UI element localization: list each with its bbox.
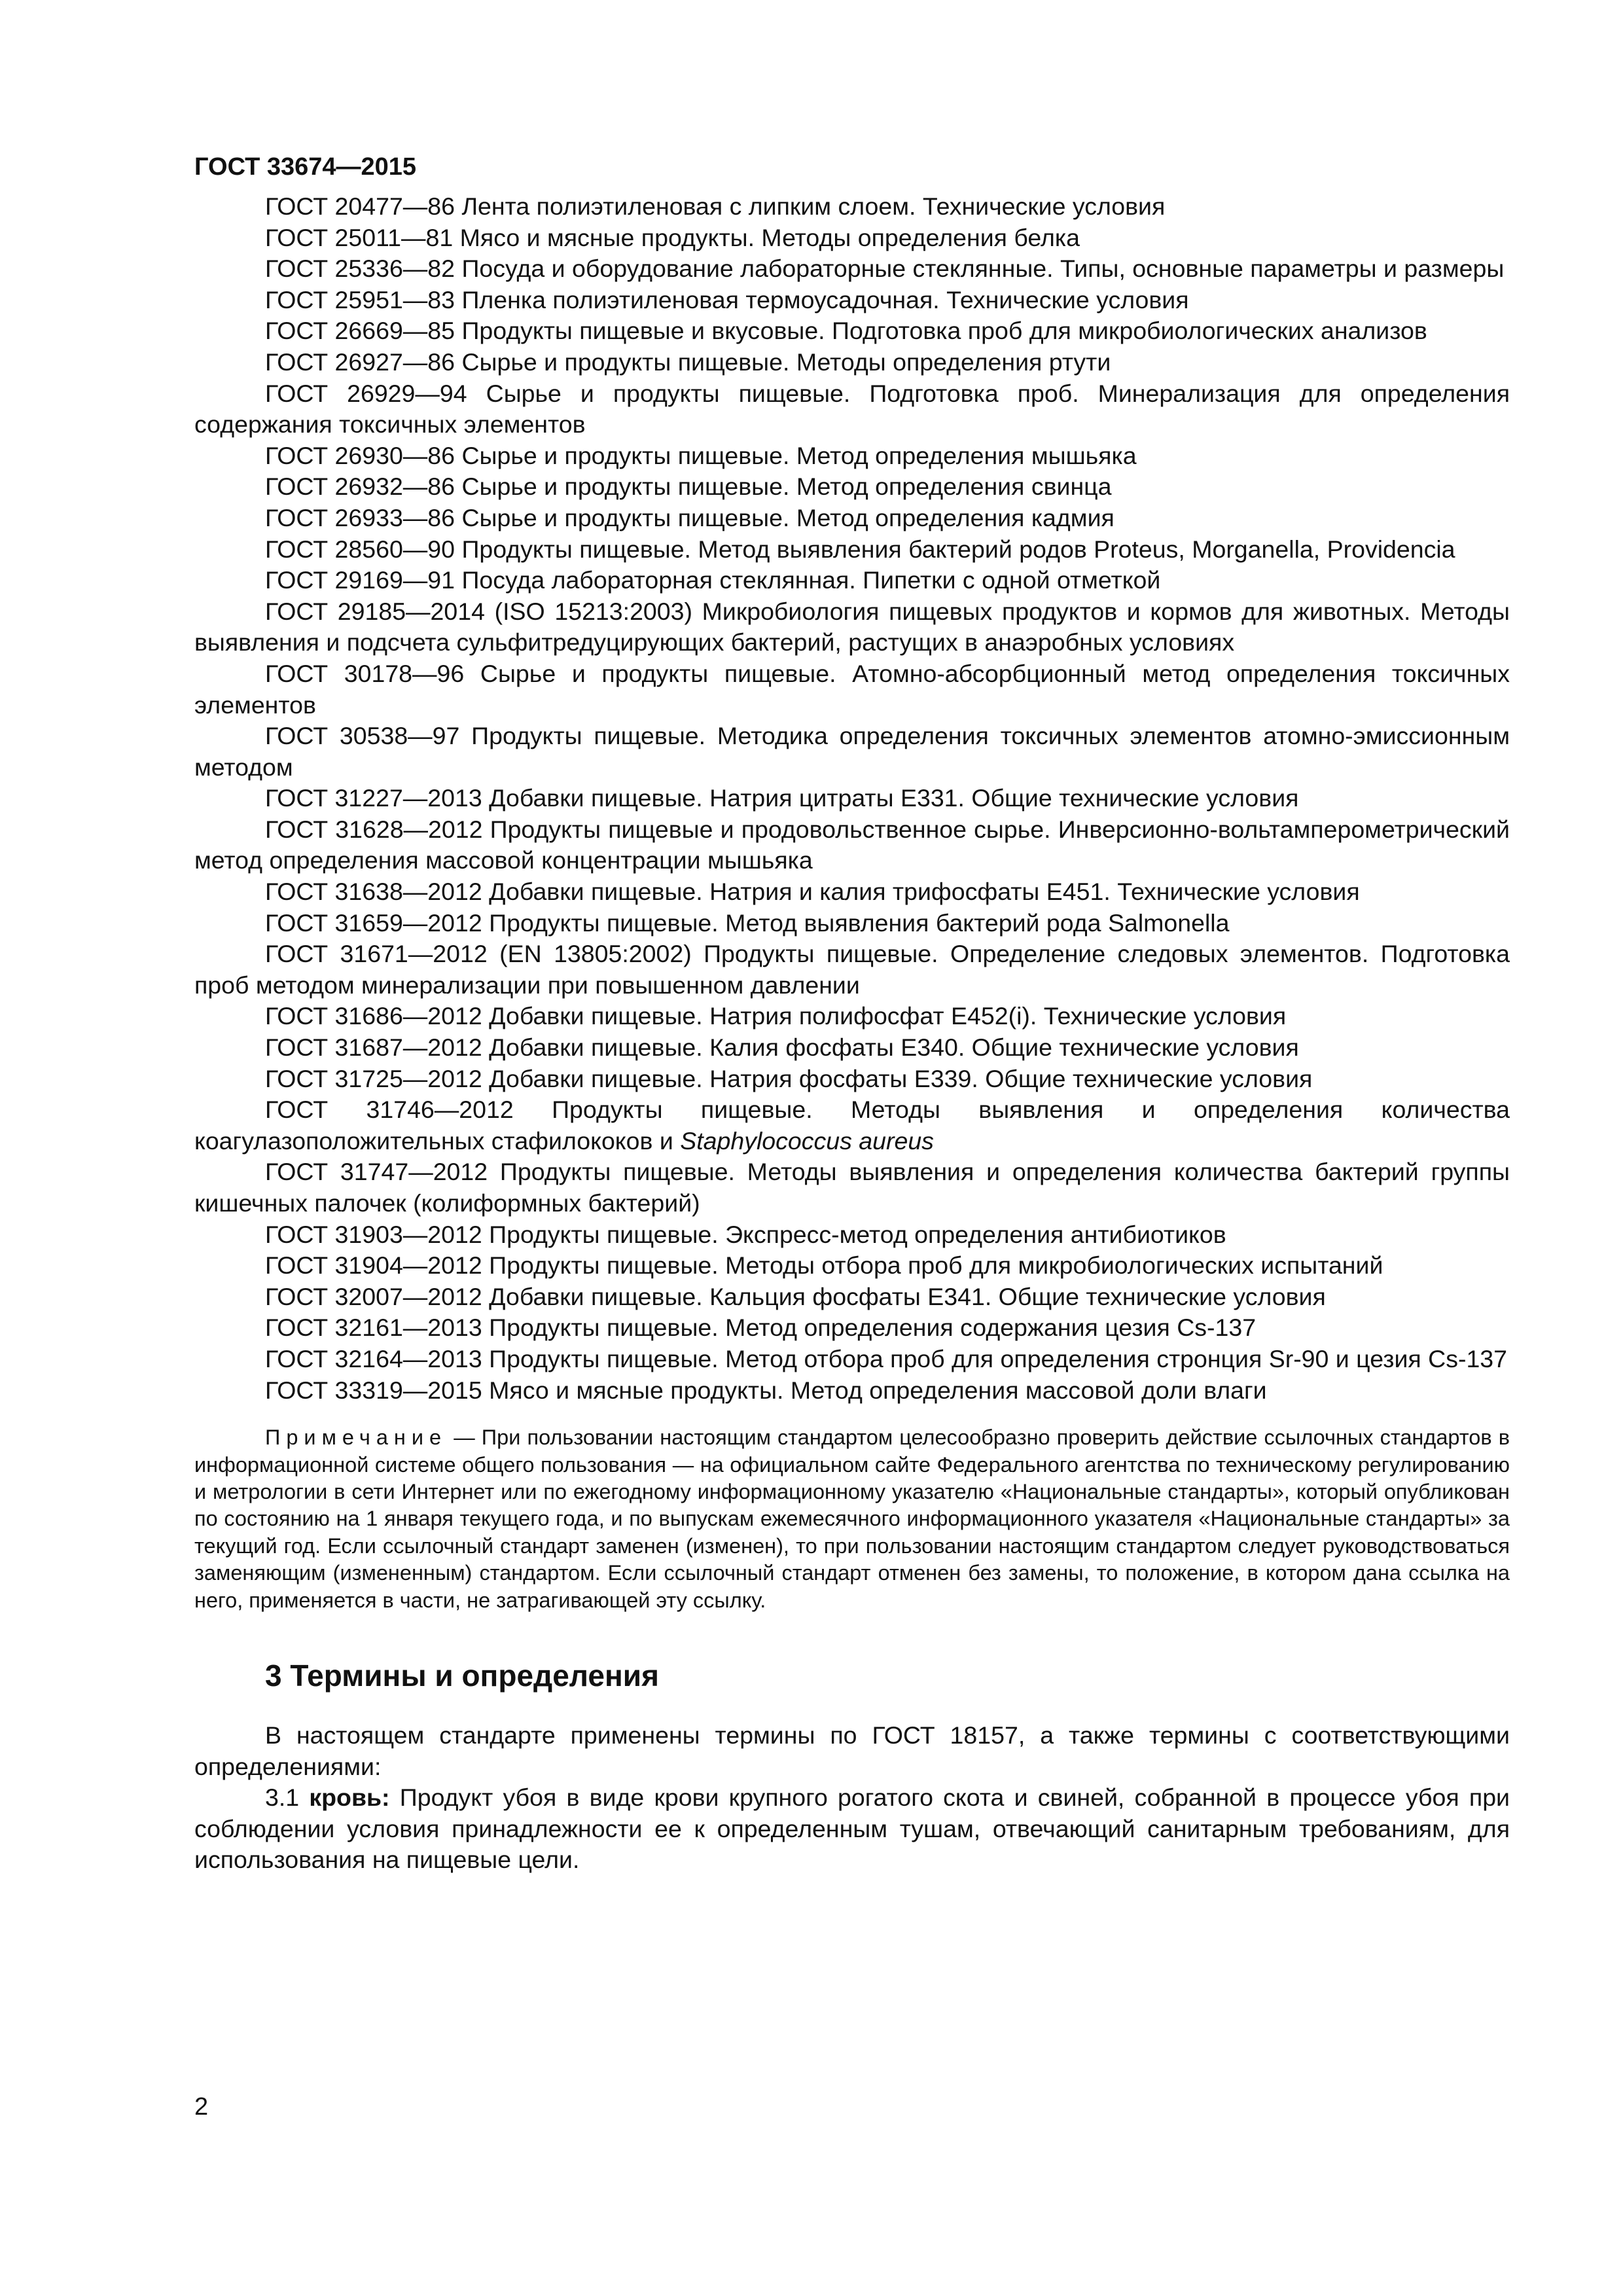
reference-item: ГОСТ 32164—2013 Продукты пищевые. Метод отбора проб для определения стронция Sr-90 и цезия Cs-137 xyxy=(265,1344,1508,1372)
document-page xyxy=(194,151,1510,1876)
reference-item: ГОСТ 30538—97 Продукты пищевые. Методика определения токсичных элементов атомно-эмиссионным методом xyxy=(194,722,1510,781)
reference-item: ГОСТ 32161—2013 Продукты пищевые. Метод определения содержания цезия Cs-137 xyxy=(265,1314,1257,1342)
reference-item: ГОСТ 31747—2012 Продукты пищевые. Методы выявления и определения количества бактерий группы кишечных палочек (колиформных бактерий) xyxy=(194,1158,1510,1217)
reference-item: ГОСТ 25336—82 Посуда и оборудование лабораторные стеклянные. Типы, основные параметры и размеры xyxy=(265,255,1505,283)
reference-item: ГОСТ 31659—2012 Продукты пищевые. Метод выявления бактерий рода Salmonella xyxy=(265,908,1230,937)
reference-item: ГОСТ 26669—85 Продукты пищевые и вкусовые. Подготовка проб для микробиологических анализов xyxy=(265,317,1427,345)
reference-item: ГОСТ 26933—86 Сырье и продукты пищевые. Метод определения кадмия xyxy=(265,503,1115,531)
section-body xyxy=(194,1720,1510,1876)
reference-item: ГОСТ 31638—2012 Добавки пищевые. Натрия и калия трифосфаты E451. Технические условия xyxy=(265,878,1360,906)
note-label: Примечание xyxy=(265,1426,448,1450)
reference-item: ГОСТ 29169—91 Посуда лабораторная стеклянная. Пипетки с одной отметкой xyxy=(265,566,1161,594)
reference-item: ГОСТ 31687—2012 Добавки пищевые. Калия фосфаты E340. Общие технические условия xyxy=(265,1033,1299,1062)
reference-text: ГОСТ 31746—2012 Продукты пищевые. Методы выявления и определения количества коагулазоположительных стафилококов и xyxy=(194,1096,1510,1155)
reference-item: ГОСТ 26932—86 Сырье и продукты пищевые. Метод определения свинца xyxy=(265,473,1112,501)
reference-item: ГОСТ 25951—83 Пленка полиэтиленовая термоусадочная. Технические условия xyxy=(265,285,1189,314)
reference-item xyxy=(194,1094,1510,1157)
reference-item: ГОСТ 31227—2013 Добавки пищевые. Натрия цитраты E331. Общие технические условия xyxy=(265,784,1299,812)
section-intro: В настоящем стандарте применены термины по ГОСТ 18157, а также термины с соответствующими определениями: xyxy=(194,1721,1510,1780)
reference-item: ГОСТ 30178—96 Сырье и продукты пищевые. Атомно-абсорбционный метод определения токсичных элементов xyxy=(194,659,1510,719)
section-title: 3 Термины и определения xyxy=(265,1659,659,1693)
reference-item: ГОСТ 28560—90 Продукты пищевые. Метод выявления бактерий родов Proteus, Morganella, Providencia xyxy=(265,535,1455,563)
reference-item: ГОСТ 31903—2012 Продукты пищевые. Экспресс-метод определения антибиотиков xyxy=(265,1220,1226,1248)
species-name: Staphylococcus aureus xyxy=(680,1126,934,1155)
reference-item: ГОСТ 31671—2012 (EN 13805:2002) Продукты пищевые. Определение следовых элементов. Подготовка проб методом минерализации при повышенном давлении xyxy=(194,940,1510,999)
page-number: 2 xyxy=(194,2093,209,2121)
reference-item: ГОСТ 26927—86 Сырье и продукты пищевые. Методы определения ртути xyxy=(265,348,1111,376)
term-definition xyxy=(194,1782,1510,1876)
term-number: 3.1 xyxy=(265,1784,310,1812)
reference-item: ГОСТ 26930—86 Сырье и продукты пищевые. Метод определения мышьяка xyxy=(265,441,1137,469)
reference-item: ГОСТ 26929—94 Сырье и продукты пищевые. Подготовка проб. Минерализация для определения содержания токсичных элементов xyxy=(194,379,1510,439)
reference-item: ГОСТ 31904—2012 Продукты пищевые. Методы отбора проб для микробиологических испытаний xyxy=(265,1251,1383,1280)
reference-item: ГОСТ 25011—81 Мясо и мясные продукты. Методы определения белка xyxy=(265,223,1080,251)
note-text: — При пользовании настоящим стандартом целесообразно проверить действие ссылочных стандартов в информационной системе общего пользования — на официальном сайте Федерального агентства по техническому регулированию и метрологии в сети Интернет или по ежегодному информационному указателю «Национальные стандарты», который опубликован по состоянию на 1 января текущего года, и по выпускам ежемесячного информационного указателя «Национальные стандарты» за текущий год. Если ссылочный стандарт заменен (изменен), то при пользовании настоящим стандартом следует руководствоваться заменяющим (измененным) стандартом. Если ссылочный стандарт отменен без замены, то положение, в котором дана ссылка на него, применяется в части, не затрагивающей эту ссылку. xyxy=(194,1426,1510,1612)
reference-item: ГОСТ 29185—2014 (ISO 15213:2003) Микробиология пищевых продуктов и кормов для животных. Методы выявления и подсчета сульфитредуцирующих бактерий, растущих в анаэробных условиях xyxy=(194,597,1510,656)
note-paragraph xyxy=(194,1424,1510,1614)
reference-item: ГОСТ 32007—2012 Добавки пищевые. Кальция фосфаты E341. Общие технические условия xyxy=(265,1282,1326,1310)
definition-text: Продукт убоя в виде крови крупного рогатого скота и свиней, собранной в процессе убоя при соблюдении условия принадлежности ее к определенным тушам, отвечающий санитарным требованиям, для использования на пищевые цели. xyxy=(194,1784,1510,1874)
reference-item: ГОСТ 20477—86 Лента полиэтиленовая с липким слоем. Технические условия xyxy=(265,192,1166,220)
normative-references-list xyxy=(194,191,1510,1406)
reference-item: ГОСТ 31628—2012 Продукты пищевые и продовольственное сырье. Инверсионно-вольтамперометрический метод определения массовой концентрации мышьяка xyxy=(194,815,1510,874)
document-header: ГОСТ 33674—2015 xyxy=(194,153,417,181)
term: кровь: xyxy=(309,1784,390,1812)
reference-item: ГОСТ 31725—2012 Добавки пищевые. Натрия фосфаты E339. Общие технические условия xyxy=(265,1064,1313,1092)
reference-item: ГОСТ 33319—2015 Мясо и мясные продукты. Метод определения массовой доли влаги xyxy=(265,1376,1267,1404)
reference-item: ГОСТ 31686—2012 Добавки пищевые. Натрия полифосфат E452(i). Технические условия xyxy=(265,1002,1287,1030)
